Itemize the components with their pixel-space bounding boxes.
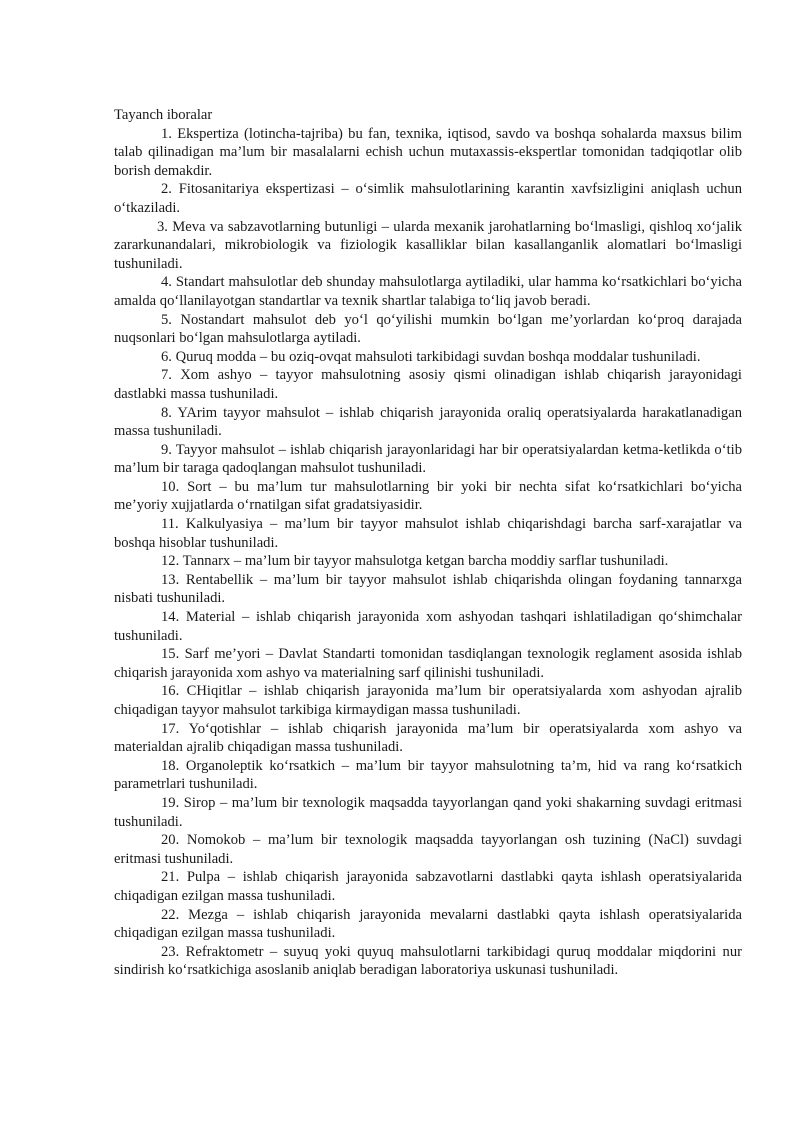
term-item-14: 14. Material – ishlab chiqarish jarayonida xom ashyodan tashqari ishlatiladigan qo‘shimchalar tushuniladi. xyxy=(114,609,742,644)
term-item-8: 8. YArim tayyor mahsulot – ishlab chiqarish jarayonida oraliq operatsiyalarda harakatlanadigan massa tushuniladi. xyxy=(114,404,742,440)
section-heading: Tayanch iboralar xyxy=(114,107,213,123)
term-item-22: 22. Mezga – ishlab chiqarish jarayonida mevalarni dastlabki qayta ishlash operatsiyalarida chiqadigan ezilgan massa tushuniladi. xyxy=(114,906,742,942)
term-item-20: 20. Nomokob – ma’lum bir texnologik maqsadda tayyorlangan osh tuzining (NaCl) suvdagi eritmasi tushuniladi. xyxy=(114,832,742,867)
term-item-19: 19. Sirop – ma’lum bir texnologik maqsadda tayyorlangan qand yoki shakarning suvdagi eritmasi tushuniladi. xyxy=(114,794,742,830)
term-item-15: 15. Sarf me’yori – Davlat Standarti tomonidan tasdiqlangan texnologik reglament asosida ishlab chiqarish jarayonida xom ashyo va materialning sarf qilinishi tushuniladi. xyxy=(114,646,742,681)
term-item-5: 5. Nostandart mahsulot deb yo‘l qo‘yilishi mumkin bo‘lgan me’yorlardan ko‘proq darajada nuqsonlari bo‘lgan mahsulotlarga aytiladi. xyxy=(114,311,742,347)
term-item-6: 6. Quruq modda – bu oziq-ovqat mahsuloti tarkibidagi suvdan boshqa moddalar tushuniladi. xyxy=(161,348,701,365)
term-item-7: 7. Xom ashyo – tayyor mahsulotning asosiy qismi olinadigan ishlab chiqarish jarayonidagi dastlabki massa tushuniladi. xyxy=(114,367,742,402)
term-item-21: 21. Pulpa – ishlab chiqarish jarayonida sabzavotlarni dastlabki qayta ishlash operatsiyalarida chiqadigan ezilgan massa tushuniladi. xyxy=(114,869,742,904)
document-page xyxy=(114,106,742,980)
term-item-12: 12. Tannarx – ma’lum bir tayyor mahsulotga ketgan barcha moddiy sarflar tushuniladi. xyxy=(161,553,669,570)
term-item-2: 2. Fitosanitariya ekspertizasi – o‘simlik mahsulotlarining karantin xavfsizligini aniqlash uchun o‘tkaziladi. xyxy=(114,181,742,216)
term-item-23: 23. Refraktometr – suyuq yoki quyuq mahsulotlarni tarkibidagi quruq moddalar miqdorini nur sindirish ko‘rsatkichiga asoslanib aniqlab beradigan laboratoriya uskunasi tushuniladi. xyxy=(114,943,742,979)
term-item-1: 1. Ekspertiza (lotincha-tajriba) bu fan, texnika, iqtisod, savdo va boshqa sohalarda maxsus bilim talab qilinadigan ma’lum bir masalalarni echish uchun mutaxassis-ekspertlar tomonidan tadqiqotlar olib borish demakdir. xyxy=(114,125,742,179)
term-item-11: 11. Kalkulyasiya – ma’lum bir tayyor mahsulot ishlab chiqarishdagi barcha sarf-xarajatlar va boshqa hisoblar tushuniladi. xyxy=(114,516,742,551)
term-item-4: 4. Standart mahsulotlar deb shunday mahsulotlarga aytiladiki, ular hamma ko‘rsatkichlari bo‘yicha amalda qo‘llanilayotgan standartlar va texnik shartlar talabiga to‘liq javob beradi. xyxy=(114,274,742,309)
term-item-9: 9. Tayyor mahsulot – ishlab chiqarish jarayonlaridagi har bir operatsiyalardan ketma-ketlikda o‘tib ma’lum bir taraga qadoqlangan mahsulot tushuniladi. xyxy=(114,441,742,477)
term-item-10: 10. Sort – bu ma’lum tur mahsulotlarning bir yoki bir nechta sifat ko‘rsatkichlari bo‘yicha me’yoriy xujjatlarda o‘rnatilgan sifat gradatsiyasidir. xyxy=(114,478,742,514)
term-item-3: 3. Meva va sabzavotlarning butunligi – ularda mexanik jarohatlarning bo‘lmasligi, qishloq xo‘jalik zararkunandalari, mikrobiologik va fiziologik kasalliklar bilan kasallanganlik alomatlari bo‘lmasligi tushuniladi. xyxy=(114,218,742,272)
term-item-13: 13. Rentabellik – ma’lum bir tayyor mahsulot ishlab chiqarishda olingan foydaning tannarxga nisbati tushuniladi. xyxy=(114,571,742,607)
term-item-17: 17. Yo‘qotishlar – ishlab chiqarish jarayonida ma’lum bir operatsiyalarda xom ashyo va materialdan ajralib chiqadigan massa tushuniladi. xyxy=(114,720,742,756)
term-item-18: 18. Organoleptik ko‘rsatkich – ma’lum bir tayyor mahsulotning ta’m, hid va rang ko‘rsatkich parametrlari tushuniladi. xyxy=(114,757,742,793)
term-item-16: 16. CHiqitlar – ishlab chiqarish jarayonida ma’lum bir operatsiyalarda xom ashyodan ajralib chiqadigan tayyor mahsulot tarkibiga kirmaydigan massa tushuniladi. xyxy=(114,683,742,718)
